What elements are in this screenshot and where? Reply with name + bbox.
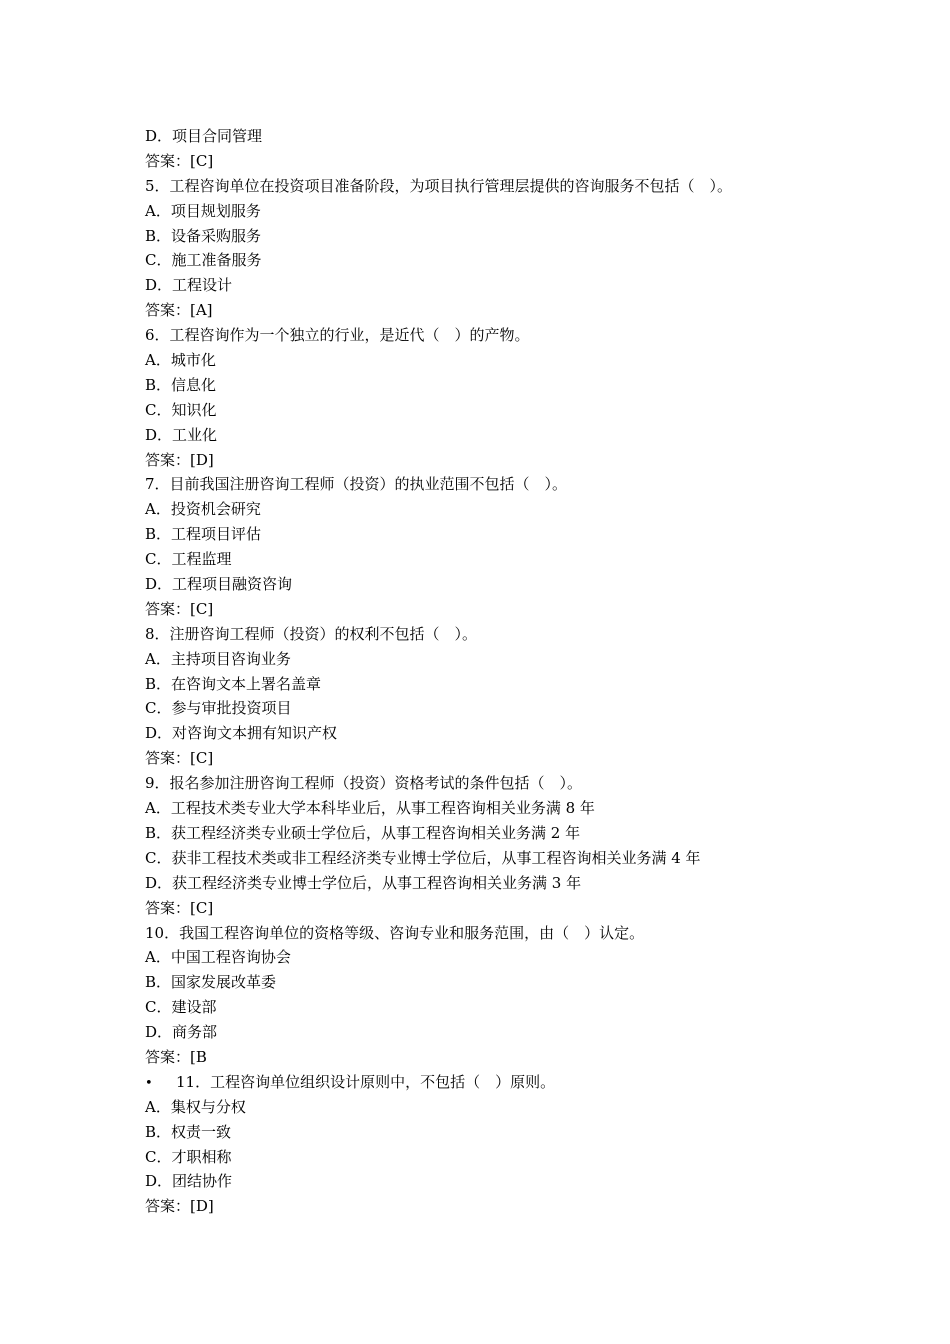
question-6: 6．工程咨询作为一个独立的行业，是近代（ ）的产物。 [145,326,530,345]
option-b-line: B．国家发展改革委 [145,973,277,992]
question-5: 5．工程咨询单位在投资项目准备阶段，为项目执行管理层提供的咨询服务不包括（ ）。 [145,176,733,195]
option-d-line: D．团结协作 [145,1172,233,1191]
document-body [145,124,845,1219]
option-d-line: D．获工程经济类专业博士学位后，从事工程咨询相关业务满 3 年 [145,873,582,892]
answer-line: 答案：[C] [145,898,214,917]
option-d-line: D．工程项目融资咨询 [145,575,293,594]
option-a-line: A．中国工程咨询协会 [145,948,291,967]
option-b-line: B．信息化 [145,375,217,394]
option-c-line: C．工程监理 [145,550,232,569]
answer-line: 答案：[C] [145,151,214,170]
option-d-line: D．项目合同管理 [145,127,263,145]
question-8: 8．注册咨询工程师（投资）的权利不包括（ ）。 [145,624,478,643]
option-d-line: D．工程设计 [145,276,233,295]
option-c-line: C．施工准备服务 [145,251,262,270]
option-a-line: A．项目规划服务 [145,201,261,220]
option-b-line: B．获工程经济类专业硕士学位后，从事工程咨询相关业务满 2 年 [145,823,581,842]
option-b-line: B．权责一致 [145,1122,232,1141]
question-11 [145,1070,845,1095]
option-d-line: D．对咨询文本拥有知识产权 [145,724,338,743]
answer-line: 答案：[D] [145,450,214,469]
question-10: 10．我国工程咨询单位的资格等级、咨询专业和服务范围，由（ ）认定。 [145,923,645,942]
option-b-line: B．工程项目评估 [145,525,262,544]
question-7: 7．目前我国注册咨询工程师（投资）的执业范围不包括（ ）。 [145,475,568,494]
answer-line: 答案：[C] [145,599,214,618]
option-a-line: A．工程技术类专业大学本科毕业后，从事工程咨询相关业务满 8 年 [145,799,595,818]
answer-line: 答案：[A] [145,301,213,320]
answer-line: 答案：[C] [145,749,214,768]
option-a-line: A．集权与分权 [145,1097,246,1116]
option-c-line: C．才职相称 [145,1147,232,1166]
option-c-line: C．获非工程技术类或非工程经济类专业博士学位后，从事工程咨询相关业务满 4 年 [145,848,701,867]
option-a-line: A．城市化 [145,351,216,370]
option-b-line: B．在咨询文本上署名盖章 [145,674,322,693]
option-c-line: C．知识化 [145,400,217,419]
question-11-text: 11．工程咨询单位组织设计原则中，不包括（ ）原则。 [176,1072,556,1091]
option-d-line: D．工业化 [145,425,218,444]
bullet-icon: • [145,1075,153,1091]
option-c-line: C．建设部 [145,998,217,1017]
option-c-line: C．参与审批投资项目 [145,699,292,718]
question-9: 9．报名参加注册咨询工程师（投资）资格考试的条件包括（ ）。 [145,774,583,793]
option-d-line: D．商务部 [145,1023,218,1042]
option-b-line: B．设备采购服务 [145,226,262,245]
option-a-line: A．主持项目咨询业务 [145,649,291,668]
option-a-line: A．投资机会研究 [145,500,261,519]
answer-line: 答案：[B [145,1047,207,1066]
answer-line: 答案：[D] [145,1197,214,1216]
